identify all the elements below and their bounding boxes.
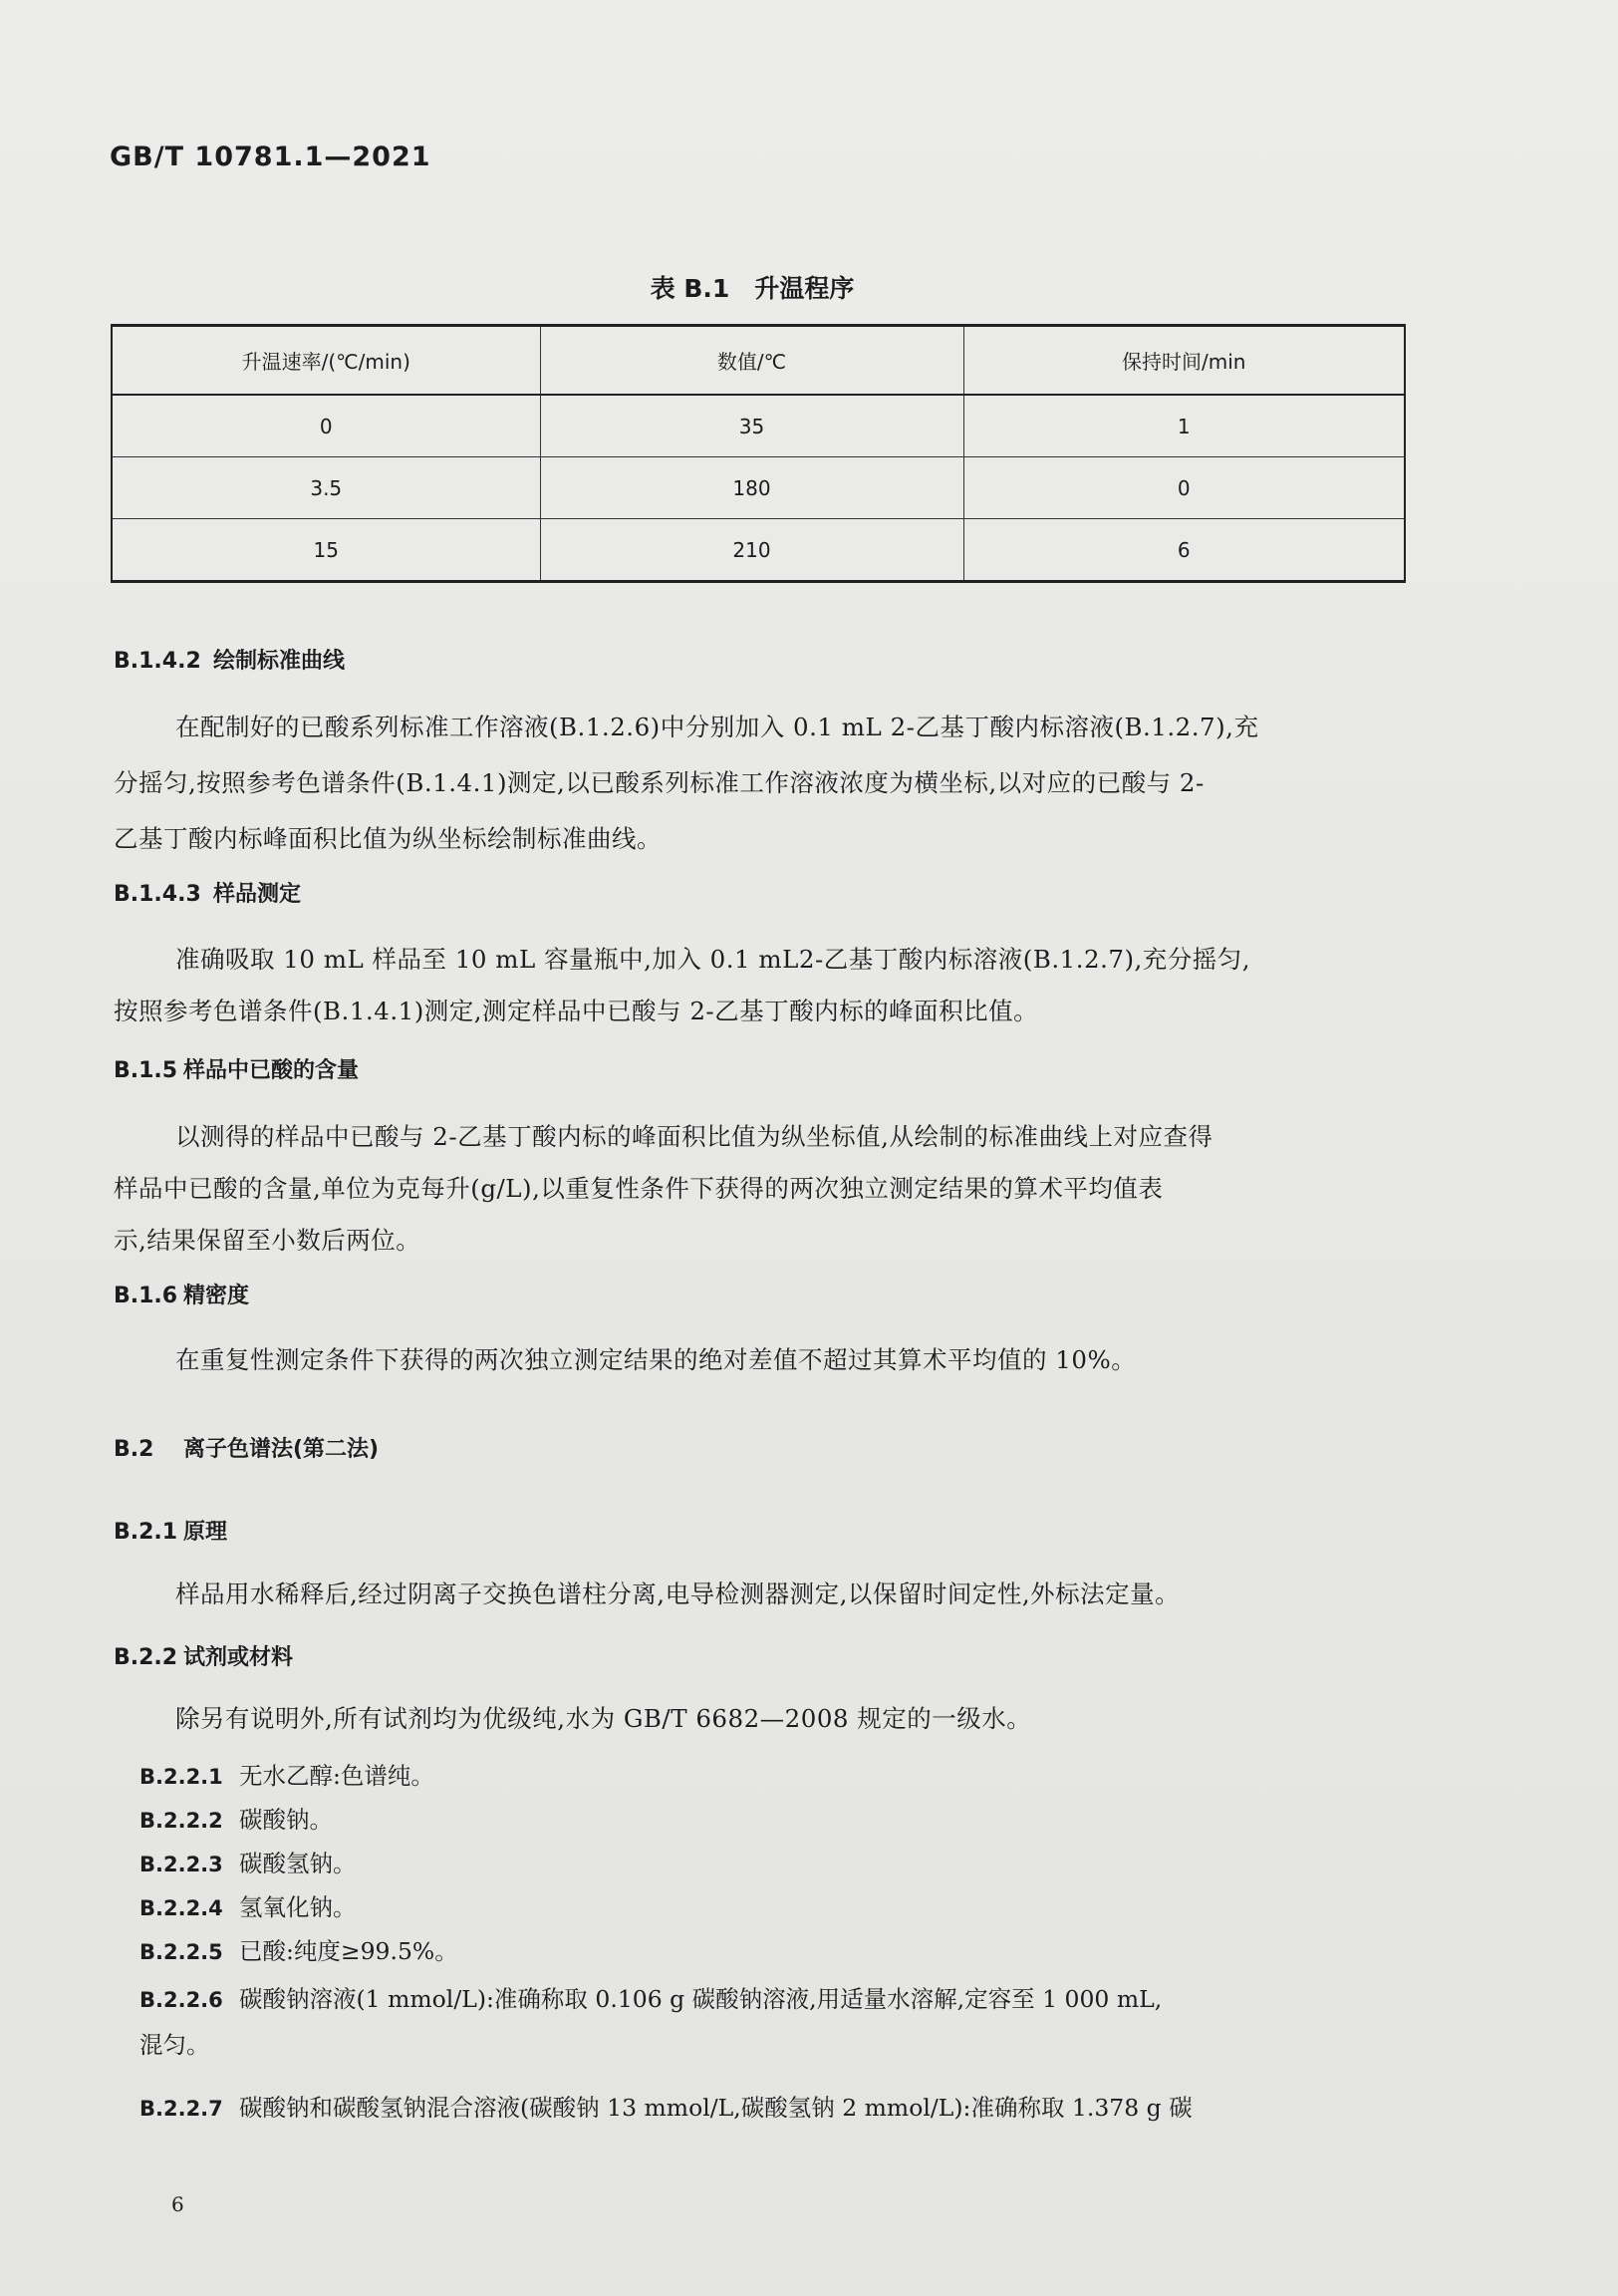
paragraph-line: 示,结果保留至小数后两位。 bbox=[114, 1226, 421, 1255]
item-text: 无水乙醇:色谱纯。 bbox=[239, 1762, 434, 1790]
table-row bbox=[112, 395, 1405, 457]
paragraph-line: 以测得的样品中已酸与 2-乙基丁酸内标的峰面积比值为纵坐标值,从绘制的标准曲线上对应查得 bbox=[175, 1122, 1214, 1151]
paragraph-line: 乙基丁酸内标峰面积比值为纵坐标绘制标准曲线。 bbox=[114, 824, 662, 853]
section-title: 试剂或材料 bbox=[183, 1645, 294, 1670]
list-item bbox=[139, 1980, 1162, 2014]
page-number: 6 bbox=[171, 2192, 184, 2216]
table-cell: 3.5 bbox=[112, 457, 540, 519]
item-number: B.2.2.6 bbox=[139, 1988, 223, 2012]
table-cell: 35 bbox=[540, 395, 963, 457]
section-heading-b142 bbox=[114, 644, 345, 675]
list-item bbox=[139, 1932, 458, 1966]
section-number: B.1.4.2 bbox=[114, 649, 201, 674]
paragraph-line: 按照参考色谱条件(B.1.4.1)测定,测定样品中已酸与 2-乙基丁酸内标的峰面积比值。 bbox=[114, 997, 1039, 1025]
section-title: 原理 bbox=[183, 1520, 228, 1545]
section-heading-b143 bbox=[114, 877, 301, 908]
table-header-cell: 数值/℃ bbox=[540, 326, 963, 396]
list-item bbox=[139, 2089, 1193, 2123]
list-item bbox=[139, 1888, 357, 1922]
section-heading-b22 bbox=[114, 1640, 293, 1671]
section-title: 离子色谱法(第二法) bbox=[183, 1437, 380, 1462]
table-row bbox=[112, 457, 1405, 519]
item-text: 碳酸钠和碳酸氢钠混合溶液(碳酸钠 13 mmol/L,碳酸氢钠 2 mmol/L):准确称取 1.378 g 碳 bbox=[239, 2094, 1193, 2122]
item-text: 已酸:纯度≥99.5%。 bbox=[239, 1937, 458, 1965]
list-item bbox=[139, 1757, 434, 1791]
standard-number: GB/T 10781.1—2021 bbox=[110, 142, 431, 172]
list-item-continuation: 混匀。 bbox=[139, 2031, 210, 2059]
heating-program-table bbox=[111, 324, 1406, 583]
item-number: B.2.2.7 bbox=[139, 2097, 223, 2121]
table-header-row bbox=[112, 326, 1405, 396]
table-row bbox=[112, 519, 1405, 582]
table-header-cell: 升温速率/(℃/min) bbox=[112, 326, 540, 396]
table-cell: 210 bbox=[540, 519, 963, 582]
item-number: B.2.2.5 bbox=[139, 1940, 223, 1964]
paragraph-line: 在重复性测定条件下获得的两次独立测定结果的绝对差值不超过其算术平均值的 10%。 bbox=[175, 1345, 1137, 1374]
item-number: B.2.2.3 bbox=[139, 1853, 223, 1876]
table-cell: 15 bbox=[112, 519, 540, 582]
table-cell: 0 bbox=[963, 457, 1405, 519]
paragraph-line: 样品中已酸的含量,单位为克每升(g/L),以重复性条件下获得的两次独立测定结果的算术平均值表 bbox=[114, 1174, 1164, 1203]
table-header-cell: 保持时间/min bbox=[963, 326, 1405, 396]
item-text: 碳酸氢钠。 bbox=[239, 1850, 357, 1877]
section-number: B.2 bbox=[114, 1437, 154, 1462]
paragraph-line: 在配制好的已酸系列标准工作溶液(B.1.2.6)中分别加入 0.1 mL 2-乙基丁酸内标溶液(B.1.2.7),充 bbox=[175, 713, 1259, 741]
paragraph-line: 准确吸取 10 mL 样品至 10 mL 容量瓶中,加入 0.1 mL2-乙基丁酸内标溶液(B.1.2.7),充分摇匀, bbox=[175, 945, 1251, 974]
item-number: B.2.2.1 bbox=[139, 1765, 223, 1789]
section-number: B.2.2 bbox=[114, 1645, 178, 1670]
item-text: 碳酸钠。 bbox=[239, 1806, 333, 1834]
table-cell: 180 bbox=[540, 457, 963, 519]
item-text: 碳酸钠溶液(1 mmol/L):准确称取 0.106 g 碳酸钠溶液,用适量水溶解,定容至 1 000 mL, bbox=[239, 1985, 1163, 2013]
paragraph-line: 除另有说明外,所有试剂均为优级纯,水为 GB/T 6682—2008 规定的一级水。 bbox=[175, 1704, 1032, 1733]
paragraph-line: 分摇匀,按照参考色谱条件(B.1.4.1)测定,以已酸系列标准工作溶液浓度为横坐标,以对应的已酸与 2- bbox=[114, 768, 1205, 797]
section-number: B.1.5 bbox=[114, 1058, 178, 1083]
paragraph-line: 样品用水稀释后,经过阴离子交换色谱柱分离,电导检测器测定,以保留时间定性,外标法定量。 bbox=[175, 1579, 1181, 1608]
section-title: 样品中已酸的含量 bbox=[183, 1058, 360, 1083]
section-number: B.1.6 bbox=[114, 1284, 178, 1308]
table-caption: 表 B.1 升温程序 bbox=[650, 274, 855, 303]
section-title: 精密度 bbox=[183, 1284, 250, 1308]
section-number: B.2.1 bbox=[114, 1520, 178, 1545]
section-title: 绘制标准曲线 bbox=[213, 649, 346, 674]
table-cell: 1 bbox=[963, 395, 1405, 457]
list-item bbox=[139, 1801, 333, 1835]
section-heading-b21 bbox=[114, 1515, 227, 1546]
section-heading-b2 bbox=[114, 1432, 379, 1463]
table-cell: 6 bbox=[963, 519, 1405, 582]
item-text: 氢氧化钠。 bbox=[239, 1893, 357, 1921]
item-number: B.2.2.2 bbox=[139, 1809, 223, 1833]
section-heading-b16 bbox=[114, 1279, 249, 1309]
section-heading-b15 bbox=[114, 1053, 359, 1084]
table-cell: 0 bbox=[112, 395, 540, 457]
item-number: B.2.2.4 bbox=[139, 1896, 223, 1920]
list-item bbox=[139, 1845, 357, 1878]
section-number: B.1.4.3 bbox=[114, 882, 201, 907]
section-title: 样品测定 bbox=[213, 882, 302, 907]
